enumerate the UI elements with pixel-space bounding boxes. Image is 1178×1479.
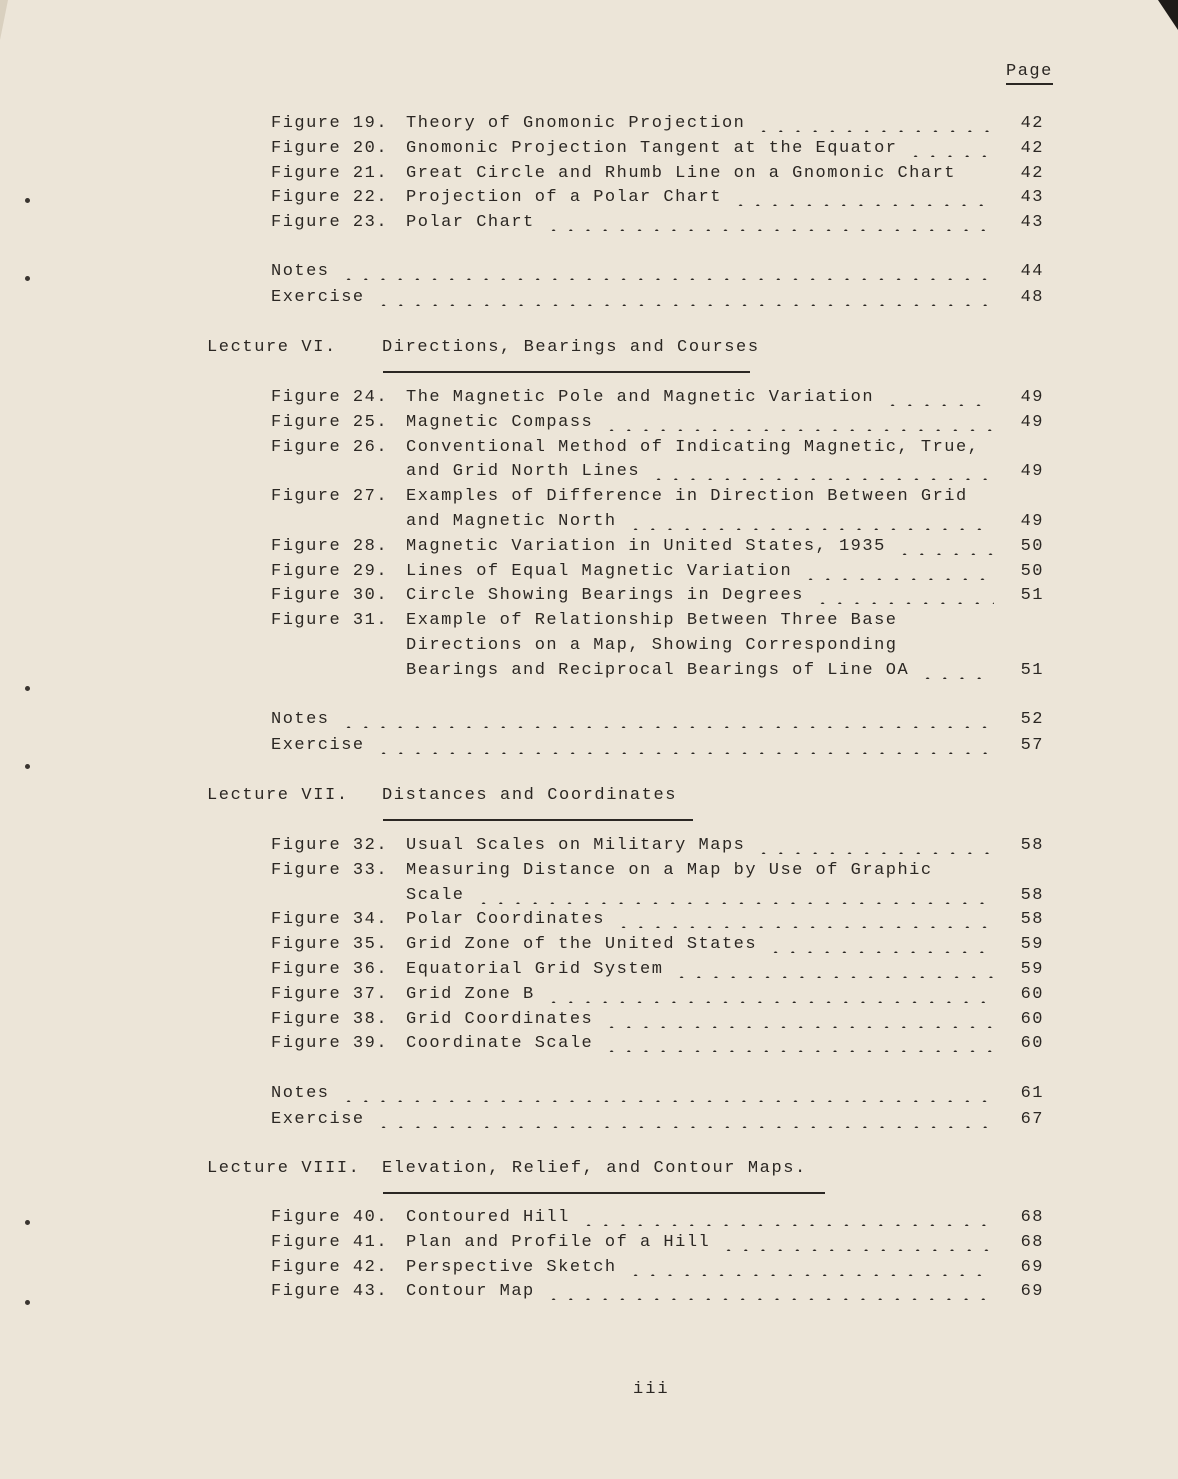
figure-title-line: Conventional Method of Indicating Magnetic, True, (406, 437, 980, 457)
lecture-underline (383, 819, 693, 821)
page-number-ref: 52 (1020, 710, 1044, 729)
page-number-ref: 49 (1020, 462, 1044, 482)
toc-figure-entry[interactable] (0, 960, 1178, 985)
figure-label: Figure 22. (271, 188, 389, 208)
toc-section-entry[interactable] (0, 288, 1178, 313)
punch-mark (25, 1220, 30, 1225)
dot-leader (884, 388, 994, 406)
page-number-ref: 67 (1020, 1110, 1044, 1129)
dot-leader (615, 910, 994, 928)
page-number-ref: 42 (1020, 114, 1044, 133)
toc-figure-entry[interactable] (0, 611, 1178, 685)
dot-leader (732, 188, 994, 206)
figure-title-line: Polar Chart (406, 213, 535, 233)
figure-title-line: and Grid North Lines (406, 462, 641, 482)
toc-figure-entry[interactable] (0, 213, 1178, 238)
toc-figure-entry[interactable] (0, 562, 1178, 587)
toc-figure-entry[interactable] (0, 164, 1178, 189)
toc-figure-entry[interactable] (0, 1010, 1178, 1035)
toc-figure-entry[interactable] (0, 413, 1178, 438)
figure-title-line: Coordinate Scale (406, 1034, 594, 1054)
page-number-ref: 68 (1020, 1208, 1044, 1227)
figure-label: Figure 25. (271, 412, 389, 432)
page-number-ref: 43 (1020, 188, 1044, 208)
punch-mark (25, 1300, 30, 1305)
figure-title-line: Examples of Difference in Direction Between Grid (406, 487, 968, 507)
figure-label: Figure 23. (271, 213, 389, 233)
figure-label: Figure 26. (271, 437, 389, 457)
toc-figure-entry[interactable] (0, 1034, 1178, 1059)
page-number-ref: 44 (1020, 262, 1044, 281)
page-number-ref: 50 (1020, 561, 1044, 581)
figure-title-line: Contour Map (406, 1282, 535, 1302)
page-number-ref: 69 (1020, 1282, 1044, 1302)
figure-label: Figure 28. (271, 536, 389, 556)
figure-label: Figure 29. (271, 561, 389, 581)
figure-label: Figure 40. (271, 1208, 389, 1227)
page-number: iii (633, 1380, 670, 1399)
figure-label: Figure 31. (271, 611, 389, 631)
dot-leader (755, 114, 994, 132)
figure-title-line: Lines of Equal Magnetic Variation (406, 561, 793, 581)
figure-label: Figure 24. (271, 388, 389, 407)
dot-leader (603, 1034, 994, 1052)
section-label: Exercise (271, 288, 365, 307)
toc-figure-entry[interactable] (0, 1233, 1178, 1258)
section-label: Exercise (271, 736, 365, 755)
dot-leader (340, 1084, 995, 1102)
dot-leader (767, 935, 994, 953)
page-corner-fold (1158, 0, 1178, 30)
lecture-heading (207, 1159, 807, 1178)
toc-figure-entry[interactable] (0, 1258, 1178, 1283)
page-number-ref: 50 (1020, 536, 1044, 556)
toc-figure-entry[interactable] (0, 586, 1178, 611)
toc-figure-entry[interactable] (0, 861, 1178, 911)
figure-title-line: Great Circle and Rhumb Line on a Gnomonic Chart (406, 163, 956, 183)
toc-figure-entry[interactable] (0, 139, 1178, 164)
lecture-heading (207, 786, 678, 805)
figure-title-line: Magnetic Compass (406, 412, 594, 432)
figure-label: Figure 32. (271, 836, 389, 855)
lecture-title: Directions, Bearings and Courses (382, 338, 760, 357)
page-number-ref: 51 (1020, 586, 1044, 606)
dot-leader (907, 139, 994, 157)
figure-title-line: Grid Zone B (406, 984, 535, 1004)
figure-title-line: Usual Scales on Military Maps (406, 836, 746, 855)
section-label: Notes (271, 262, 330, 281)
toc-section-entry[interactable] (0, 736, 1178, 761)
page-number-ref: 51 (1020, 660, 1044, 680)
figure-title-line: Directions on a Map, Showing Corresponding (406, 635, 898, 655)
dot-leader (627, 512, 994, 530)
dot-leader (375, 288, 994, 306)
figure-label: Figure 36. (271, 960, 389, 979)
page-number-ref: 58 (1020, 885, 1044, 905)
dot-leader (545, 213, 994, 231)
dot-leader (919, 661, 994, 679)
figure-label: Figure 42. (271, 1257, 389, 1277)
page-number-ref: 57 (1020, 736, 1044, 755)
lecture-underline (383, 1192, 825, 1194)
dot-leader (627, 1258, 994, 1276)
figure-title-line: and Magnetic North (406, 511, 617, 531)
figure-label: Figure 27. (271, 487, 389, 507)
section-label: Notes (271, 1084, 330, 1103)
figure-title-line: Bearings and Reciprocal Bearings of Line OA (406, 660, 910, 680)
toc-figure-entry[interactable] (0, 487, 1178, 537)
figure-title-line: Plan and Profile of a Hill (406, 1232, 711, 1252)
section-label: Notes (271, 710, 330, 729)
lecture-title: Elevation, Relief, and Contour Maps. (382, 1159, 807, 1178)
dot-leader (814, 586, 994, 604)
page-number-ref: 68 (1020, 1232, 1044, 1252)
figure-title-line: Contoured Hill (406, 1208, 570, 1227)
lecture-number: Lecture VI. (207, 338, 337, 357)
figure-title-line: Grid Zone of the United States (406, 935, 758, 955)
page-number-ref: 42 (1020, 138, 1044, 158)
page-number-ref: 59 (1020, 960, 1044, 979)
page-number-ref: 58 (1020, 910, 1044, 930)
toc-figure-entry[interactable] (0, 537, 1178, 562)
page-number-ref: 60 (1020, 1009, 1044, 1029)
toc-figure-entry[interactable] (0, 1208, 1178, 1233)
figure-label: Figure 20. (271, 138, 389, 158)
dot-leader (720, 1233, 994, 1251)
dot-leader (802, 562, 994, 580)
dot-leader (603, 1010, 994, 1028)
toc-figure-entry[interactable] (0, 114, 1178, 139)
page-number-ref: 49 (1020, 511, 1044, 531)
dot-leader (545, 985, 994, 1003)
page-corner-shadow (0, 0, 8, 40)
figure-title-line: Perspective Sketch (406, 1257, 617, 1277)
punch-mark (25, 764, 30, 769)
dot-leader (375, 736, 994, 754)
page-number-ref: 59 (1020, 935, 1044, 955)
toc-section-entry[interactable] (0, 262, 1178, 287)
dot-leader (580, 1208, 994, 1226)
toc-figure-entry[interactable] (0, 388, 1178, 413)
page-number-ref: 60 (1020, 1034, 1044, 1054)
figure-label: Figure 21. (271, 163, 389, 183)
toc-figure-entry[interactable] (0, 935, 1178, 960)
page-number-ref: 60 (1020, 984, 1044, 1004)
dot-leader (375, 1110, 994, 1128)
toc-figure-entry[interactable] (0, 1282, 1178, 1307)
dot-leader (475, 886, 995, 904)
dot-leader (603, 413, 994, 431)
figure-title-line: Gnomonic Projection Tangent at the Equator (406, 138, 898, 158)
figure-label: Figure 30. (271, 586, 389, 606)
section-label: Exercise (271, 1110, 365, 1129)
figure-title-line: Measuring Distance on a Map by Use of Graphic (406, 860, 933, 880)
page-column-header: Page (1006, 62, 1053, 85)
figure-title-line: The Magnetic Pole and Magnetic Variation (406, 388, 875, 407)
figure-label: Figure 35. (271, 935, 389, 955)
figure-title-line: Magnetic Variation in United States, 1935 (406, 536, 886, 556)
lecture-number: Lecture VII. (207, 786, 349, 805)
dot-leader (755, 836, 994, 854)
figure-title-line: Scale (406, 885, 465, 905)
dot-leader (673, 960, 994, 978)
toc-figure-entry[interactable] (0, 836, 1178, 861)
figure-title-line: Equatorial Grid System (406, 960, 664, 979)
toc-figure-entry[interactable] (0, 910, 1178, 935)
page-number-ref: 42 (1020, 163, 1044, 183)
dot-leader (650, 462, 994, 480)
page-number-ref: 43 (1020, 213, 1044, 233)
dot-leader (340, 262, 995, 280)
punch-mark (25, 198, 30, 203)
dot-leader (545, 1282, 994, 1300)
lecture-heading (207, 338, 760, 357)
figure-label: Figure 43. (271, 1282, 389, 1302)
dot-leader (896, 537, 994, 555)
punch-mark (25, 686, 30, 691)
figure-title-line: Grid Coordinates (406, 1009, 594, 1029)
figure-label: Figure 19. (271, 114, 389, 133)
figure-label: Figure 39. (271, 1034, 389, 1054)
page-number-ref: 48 (1020, 288, 1044, 307)
lecture-title: Distances and Coordinates (382, 786, 678, 805)
page-number-ref: 58 (1020, 836, 1044, 855)
figure-title-line: Projection of a Polar Chart (406, 188, 722, 208)
figure-label: Figure 41. (271, 1232, 389, 1252)
figure-title-line: Theory of Gnomonic Projection (406, 114, 746, 133)
page-number-ref: 69 (1020, 1257, 1044, 1277)
dot-leader (340, 710, 995, 728)
figure-label: Figure 38. (271, 1009, 389, 1029)
toc-section-entry[interactable] (0, 1110, 1178, 1135)
figure-label: Figure 37. (271, 984, 389, 1004)
punch-mark (25, 276, 30, 281)
lecture-underline (383, 371, 750, 373)
figure-label: Figure 33. (271, 860, 389, 880)
page-number-ref: 49 (1020, 412, 1044, 432)
figure-label: Figure 34. (271, 910, 389, 930)
page-number-ref: 61 (1020, 1084, 1044, 1103)
page-number-ref: 49 (1020, 388, 1044, 407)
toc-section-entry[interactable] (0, 1084, 1178, 1109)
toc-figure-entry[interactable] (0, 985, 1178, 1010)
toc-figure-entry[interactable] (0, 188, 1178, 213)
toc-figure-entry[interactable] (0, 438, 1178, 488)
figure-title-line: Circle Showing Bearings in Degrees (406, 586, 804, 606)
lecture-number: Lecture VIII. (207, 1159, 361, 1178)
toc-section-entry[interactable] (0, 710, 1178, 735)
figure-title-line: Example of Relationship Between Three Base (406, 611, 898, 631)
figure-title-line: Polar Coordinates (406, 910, 605, 930)
